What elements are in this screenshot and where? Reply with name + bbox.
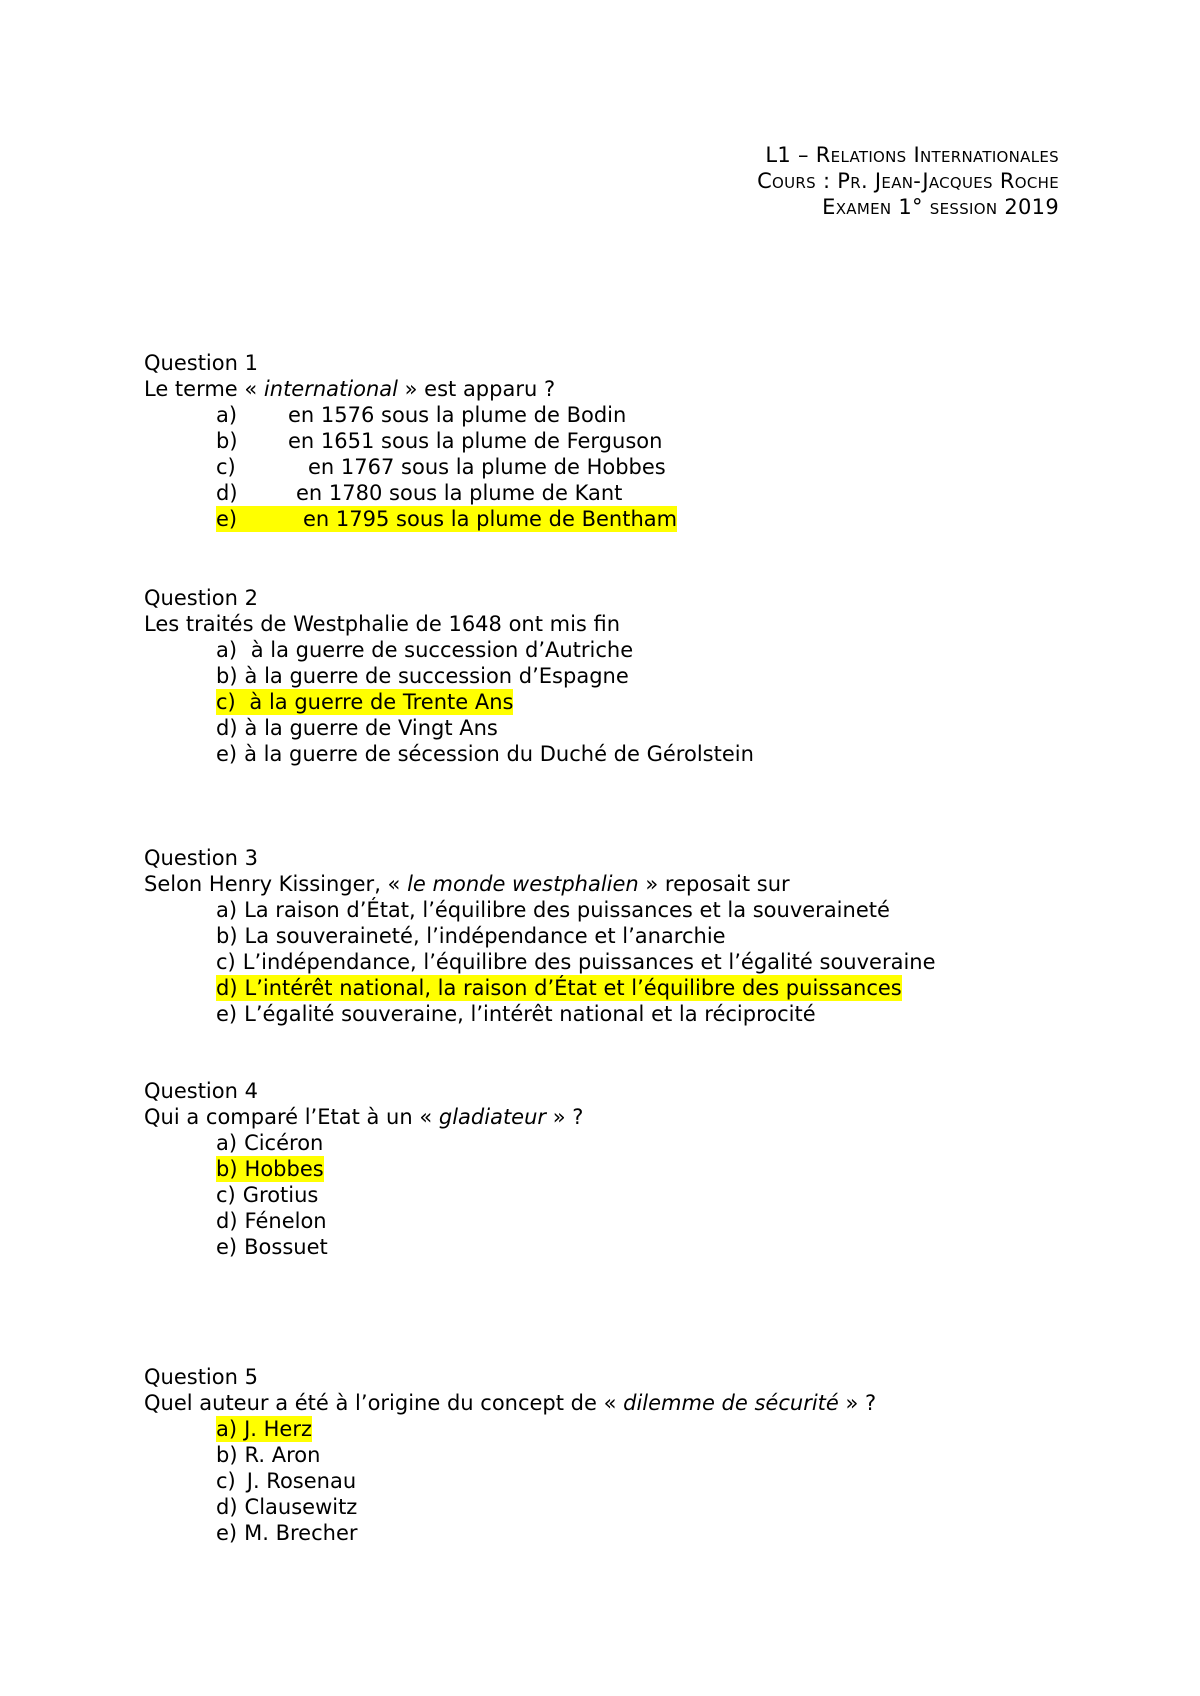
- question-text-italic: le monde westphalien: [407, 872, 639, 896]
- option-c: [216, 1468, 1104, 1494]
- question-2: [144, 585, 1104, 767]
- option-label: e): [216, 1235, 238, 1259]
- answer-highlight: [216, 689, 513, 715]
- question-text: [144, 1390, 1104, 1416]
- option-label: c): [216, 1183, 236, 1207]
- option-text: La souveraineté, l’indépendance et l’anarchie: [244, 924, 726, 948]
- question-text-part: » ?: [546, 1105, 584, 1129]
- option-b: [216, 1442, 1104, 1468]
- option-text: Fénelon: [244, 1209, 327, 1233]
- question-text-part: Le terme «: [144, 377, 264, 401]
- question-title: Question 1: [144, 351, 258, 375]
- option-label: a): [216, 403, 238, 427]
- option-text: Grotius: [242, 1183, 319, 1207]
- option-label: e): [216, 1002, 238, 1026]
- option-label: b): [216, 664, 238, 688]
- question-3: [144, 845, 1104, 1027]
- option-text: Clausewitz: [244, 1495, 358, 1519]
- option-label: e): [216, 742, 238, 766]
- option-text: en 1780 sous la plume de Kant: [296, 481, 623, 505]
- option-a: [216, 1130, 1104, 1156]
- option-b-answer: [216, 1156, 1104, 1182]
- question-text-part: Quel auteur a été à l’origine du concept de «: [144, 1391, 624, 1415]
- option-c-answer: [216, 689, 1104, 715]
- option-c: [216, 949, 1104, 975]
- question-text-italic: gladiateur: [438, 1105, 547, 1129]
- option-label: b): [216, 429, 238, 453]
- option-d: [216, 715, 1104, 741]
- option-e: [216, 1234, 1104, 1260]
- option-label: d): [216, 481, 238, 505]
- question-1: [144, 350, 1104, 532]
- option-label: c): [216, 690, 236, 714]
- question-text: Les traités de Westphalie de 1648 ont mis fin: [144, 612, 621, 636]
- option-b: [216, 428, 1104, 454]
- question-text: [144, 1104, 1104, 1130]
- option-a: [216, 897, 1104, 923]
- option-label: c): [216, 1469, 236, 1493]
- option-label: a): [216, 1131, 238, 1155]
- option-label: e): [216, 507, 238, 531]
- option-label: d): [216, 1495, 238, 1519]
- option-label: e): [216, 1521, 238, 1545]
- option-label: c): [216, 950, 236, 974]
- option-text: Cicéron: [244, 1131, 324, 1155]
- option-text: L’indépendance, l’équilibre des puissances et l’égalité souveraine: [242, 950, 936, 974]
- course-title: L1 – Relations Internationales: [765, 143, 1059, 167]
- course-professor: Cours : Pr. Jean-Jacques Roche: [757, 169, 1059, 193]
- question-text-part: » ?: [838, 1391, 877, 1415]
- question-text-italic: dilemme de sécurité: [623, 1391, 839, 1415]
- option-text: Hobbes: [244, 1157, 324, 1181]
- answer-highlight: [216, 506, 677, 532]
- question-text-part: » reposait sur: [638, 872, 790, 896]
- option-text: J. Rosenau: [246, 1469, 357, 1493]
- answer-highlight: [216, 1416, 312, 1442]
- question-title: Question 4: [144, 1079, 258, 1103]
- option-text: La raison d’État, l’équilibre des puissances et la souveraineté: [244, 898, 890, 922]
- option-label: a): [216, 898, 238, 922]
- option-label: c): [216, 455, 236, 479]
- option-text: à la guerre de succession d’Espagne: [244, 664, 629, 688]
- option-text: à la guerre de succession d’Autriche: [244, 638, 634, 662]
- option-a: [216, 637, 1104, 663]
- option-text: R. Aron: [244, 1443, 321, 1467]
- question-title: Question 5: [144, 1365, 258, 1389]
- option-e: [216, 1520, 1104, 1546]
- question-text: [144, 871, 1104, 897]
- question-text-italic: international: [263, 377, 398, 401]
- option-label: b): [216, 924, 238, 948]
- option-text: L’égalité souveraine, l’intérêt national et la réciprocité: [244, 1002, 816, 1026]
- option-d: [216, 1208, 1104, 1234]
- option-text: à la guerre de Trente Ans: [242, 690, 514, 714]
- option-text: à la guerre de Vingt Ans: [244, 716, 498, 740]
- option-label: b): [216, 1443, 238, 1467]
- option-text: en 1767 sous la plume de Hobbes: [308, 455, 666, 479]
- option-text: en 1795 sous la plume de Bentham: [303, 507, 678, 531]
- option-a-answer: [216, 1416, 1104, 1442]
- question-4: [144, 1078, 1104, 1260]
- option-text: en 1576 sous la plume de Bodin: [288, 403, 627, 427]
- option-d: [216, 480, 1104, 506]
- answer-highlight: [216, 975, 902, 1001]
- option-e: [216, 1001, 1104, 1027]
- question-title: Question 2: [144, 586, 258, 610]
- question-text-part: » est apparu ?: [397, 377, 556, 401]
- option-c: [216, 1182, 1104, 1208]
- option-text: en 1651 sous la plume de Ferguson: [288, 429, 663, 453]
- option-c: [216, 454, 1104, 480]
- option-e: [216, 741, 1104, 767]
- option-label: d): [216, 1209, 238, 1233]
- question-text-part: Selon Henry Kissinger, «: [144, 872, 408, 896]
- question-text-part: Qui a comparé l’Etat à un «: [144, 1105, 439, 1129]
- option-text: à la guerre de sécession du Duché de Gérolstein: [244, 742, 754, 766]
- option-b: [216, 663, 1104, 689]
- option-d-answer: [216, 975, 1104, 1001]
- option-e-answer: [216, 506, 1104, 532]
- question-text: [144, 376, 1104, 402]
- option-label: b): [216, 1157, 238, 1181]
- option-label: a): [216, 1417, 238, 1441]
- option-text: M. Brecher: [244, 1521, 358, 1545]
- exam-session: Examen 1° session 2019: [822, 195, 1059, 219]
- question-title: Question 3: [144, 846, 258, 870]
- option-label: d): [216, 976, 238, 1000]
- option-a: [216, 402, 1104, 428]
- option-b: [216, 923, 1104, 949]
- option-label: a): [216, 638, 238, 662]
- answer-highlight: [216, 1156, 324, 1182]
- option-text: J. Herz: [244, 1417, 312, 1441]
- option-text: L’intérêt national, la raison d’État et l’équilibre des puissances: [244, 976, 902, 1000]
- document-header: [757, 142, 1059, 220]
- option-d: [216, 1494, 1104, 1520]
- question-5: [144, 1364, 1104, 1546]
- option-text: Bossuet: [244, 1235, 328, 1259]
- option-label: d): [216, 716, 238, 740]
